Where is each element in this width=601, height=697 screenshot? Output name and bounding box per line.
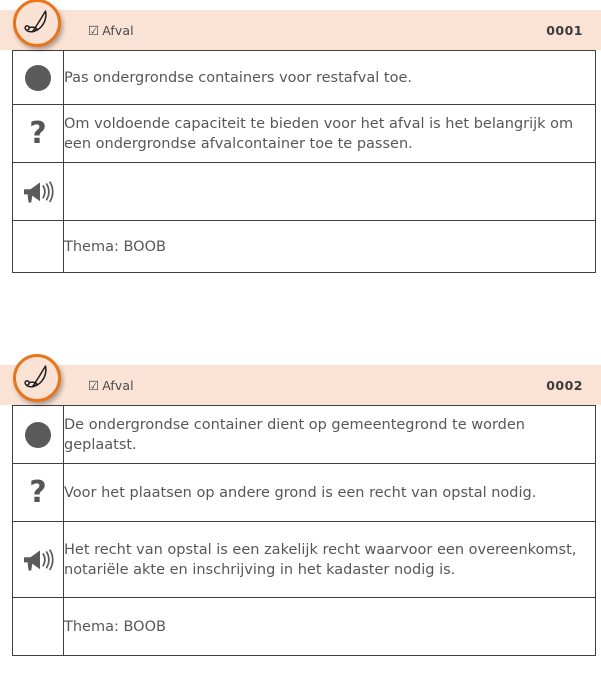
row-icon-cell [13, 406, 64, 464]
row-theme-text: Thema: BOOB [64, 221, 596, 273]
row-theme-text: Thema: BOOB [64, 598, 596, 656]
megaphone-icon [13, 545, 63, 575]
row-icon-cell [13, 522, 64, 598]
table-row [13, 221, 596, 273]
row-icon-cell [13, 163, 64, 221]
table-row [13, 51, 596, 105]
question-mark-icon: ? [29, 474, 47, 510]
table-row [13, 522, 596, 598]
row-note-text: Het recht van opstal is een zakelijk recht waarvoor een overeenkomst, notariële akte en inschrijving in het kadaster nodig is. [64, 522, 596, 598]
table-row [13, 105, 596, 163]
row-icon-cell [13, 51, 64, 105]
banana-peel-icon [13, 354, 61, 402]
card-number: 0002 [546, 377, 583, 393]
afval-checkbox[interactable]: ☑ [88, 22, 100, 38]
row-rationale-text: Voor het plaatsen op andere grond is een recht van opstal nodig. [64, 464, 596, 522]
requirement-card-0001 [0, 10, 601, 273]
card-header [0, 10, 601, 50]
row-icon-cell [13, 598, 64, 656]
table-row [13, 598, 596, 656]
row-rationale-text: Om voldoende capaciteit te bieden voor het afval is het belangrijk om een ondergrondse afvalcontainer toe te passen. [64, 105, 596, 163]
card-table [12, 405, 596, 656]
card-category-label: Afval [102, 377, 134, 393]
requirement-card-0002 [0, 365, 601, 656]
card-table [12, 50, 596, 273]
table-row [13, 464, 596, 522]
card-number: 0001 [546, 22, 583, 38]
row-icon-cell [13, 105, 64, 163]
table-row [13, 163, 596, 221]
afval-checkbox[interactable]: ☑ [88, 377, 100, 393]
table-row [13, 406, 596, 464]
question-mark-icon: ? [29, 115, 47, 151]
megaphone-icon [13, 177, 63, 207]
card-header [0, 365, 601, 405]
row-statement-text: De ondergrondse container dient op gemeentegrond te worden geplaatst. [64, 406, 596, 464]
banana-peel-icon [13, 0, 61, 47]
row-statement-text: Pas ondergrondse containers voor restafval toe. [64, 51, 596, 105]
row-icon-cell [13, 221, 64, 273]
filled-circle-icon [25, 422, 51, 448]
filled-circle-icon [25, 65, 51, 91]
row-note-text [64, 163, 596, 221]
row-icon-cell [13, 464, 64, 522]
card-category-label: Afval [102, 22, 134, 38]
